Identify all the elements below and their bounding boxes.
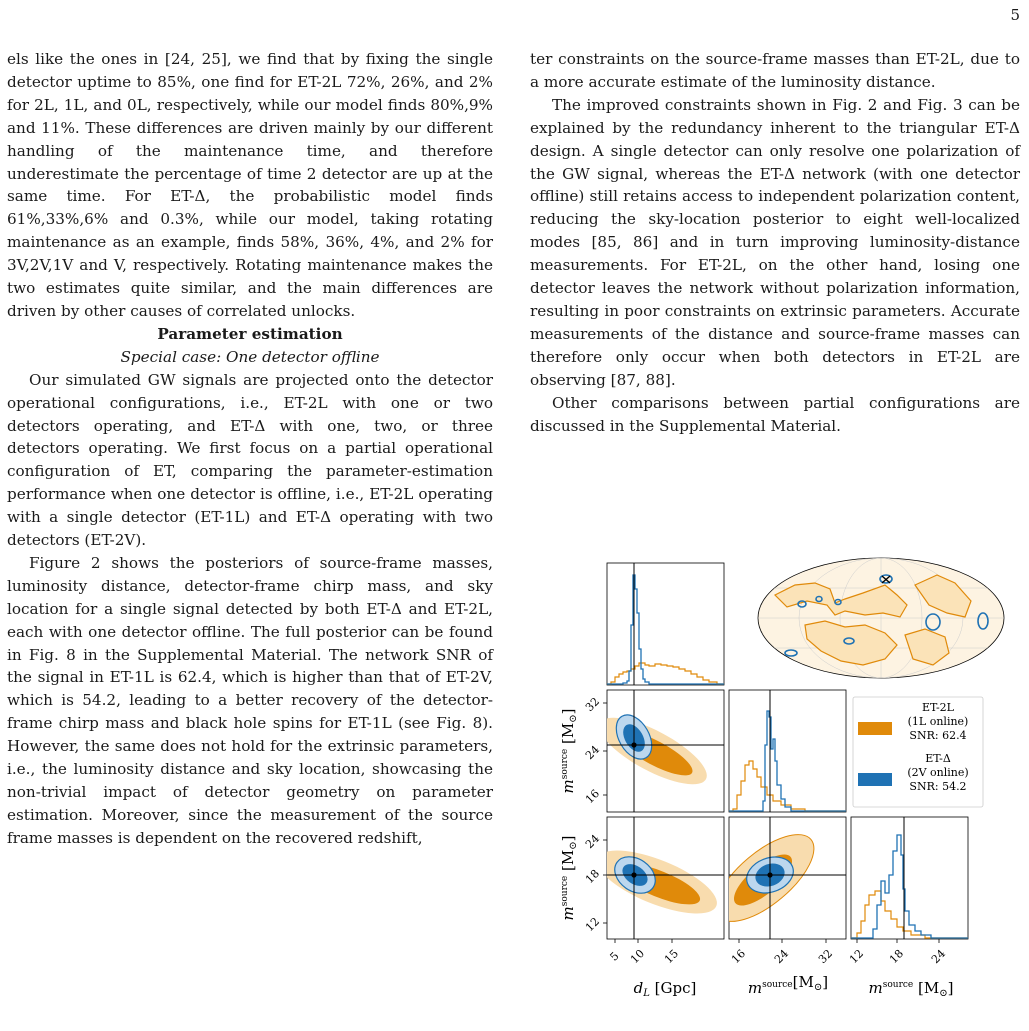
section-title: Parameter estimation [157,324,343,343]
tick-label: 16 [728,946,749,967]
tick-label: 24 [582,742,603,763]
tick-label: 24 [771,946,792,967]
legend-et2l-snr: SNR: 62.4 [909,729,967,742]
legend-swatch-et2l [858,722,892,735]
left-paragraph-2: Our simulated GW signals are projected onto the detector operational configurations, i.e., ET-2L with one or two detectors operating, and ET-Δ with one, two, or three detectors operating. We first focus on a partial operational configuration of ET, comparing the parameter-estimation performance when one detector is offline, i.e., ET-2L operating with a single detector (ET-1L) and ET-Δ operating with two detectors (ET-2V). [7,370,493,550]
tick-label: 12 [582,914,603,935]
right-paragraph-2: The improved constraints shown in Fig. 2 and Fig. 3 can be explained by the redundancy inherent to the triangular ET-Δ design. A single detector can only resolve one polarization of the GW signal, whereas the ET-Δ network (with one detector offline) still retains access to independent polarization content, reducing the sky-location posterior to eight well-localized modes [85, 86] and in turn improving luminosity-distance measurements. For ET-2L, on the other hand, losing one detector leaves the network without polarization information, resulting in poor constraints on extrinsic parameters. Accurate measurements of the distance and source-frame masses can therefore only occur when both detectors in ET-2L are observing [87, 88]. [530,95,1020,389]
x-tick-labels [607,947,948,966]
right-paragraph-1: ter constraints on the source-frame masses than ET-2L, due to a more accurate estimate of the luminosity distance. [530,50,1020,91]
tick-label: 32 [815,946,836,967]
legend-etdelta-name: ET-Δ [925,752,951,765]
y-tick-labels [583,695,602,934]
legend-swatch-etdelta [858,773,892,786]
panel-m1-hist [729,690,846,812]
truth-marker-m1dl [631,742,636,747]
y-label-m1: $m^{source}$ $[M_⊙]$ [559,708,579,794]
legend-et2l-name: ET-2L [922,701,954,714]
m2-m1-contours [702,820,827,937]
left-paragraph-3: Figure 2 shows the posteriors of source-frame masses, luminosity distance, detector-frame chirp mass, and sky location for a single signal detected by both ET-Δ and ET-2L, each with one detector offline. The full posterior can be found in Fig. 8 in the Supplemental Material. The network SNR of the signal in ET-1L is 62.4, which is higher than that of ET-2V, which is 54.2, leading to a better recovery of the detector-frame chirp mass and black hole spins for ET-1L (see Fig. 8). However, the same does not hold for the extrinsic parameters, i.e., the luminosity distance and sky location, showcasing the non-trivial impact of detector geometry on parameter estimation. Moreover, since the measurement of the source frame masses is dependent on the recovered redshift, [7,553,493,847]
corner-plot-svg [545,555,1025,1025]
tick-label: 24 [928,946,949,967]
subsection-title: Special case: One detector offline [120,347,380,366]
tick-label: 10 [627,946,648,967]
etdelta-m1-hist [729,711,846,811]
et2l-dl-hist [607,663,724,684]
legend [853,697,983,807]
et2l-m1-hist [729,761,846,811]
m1-dl-contours [591,705,716,797]
tick-label: 24 [582,831,603,852]
right-paragraph-3: Other comparisons between partial configurations are discussed in the Supplemental Material. [530,393,1020,435]
x-label-m1: $m^{source}$ $[M_⊙]$ [747,973,829,997]
tick-label: 15 [661,946,682,967]
tick-label: 16 [582,786,603,807]
tick-label: 18 [886,946,907,967]
etdelta-dl-hist [607,575,724,684]
tick-label: 5 [607,949,622,964]
x-label-m2: $m^{source}$ $[M_⊙]$ [868,979,954,999]
x-label-dl: $d_L$ [Gpc] [633,979,697,999]
panel-dl-hist [607,563,724,685]
truth-marker-m2m1 [767,872,772,877]
page-number: 5 [1010,6,1020,24]
corner-plot-figure [545,555,1025,1025]
left-paragraph-1: els like the ones in [24, 25], we find that by fixing the single detector uptime to 85%, one find for ET-2L 72%, 26%, and 2% for 2L, 1L, and 0L, respectively, while our model finds 80%,9% and 11%. These differences are driven mainly by our different handling of the maintenance time, and therefore underestimate the percentage of time 2 detector are up at the same time. For ET-Δ, the probabilistic model finds 61%,33%,6% and 0.3%, while our model, taking rotating maintenance as an example, finds 58%, 36%, 4%, and 2% for 3V,2V,1V and V, respectively. Rotating maintenance makes the two estimates quite similar, and the main differences are driven by other causes of correlated unlocks. [7,50,493,320]
tick-label: 12 [846,946,867,967]
tick-label: 32 [582,694,603,715]
m2-dl-contours [589,838,724,927]
legend-et2l-mode: (1L online) [907,715,969,728]
legend-etdelta-snr: SNR: 54.2 [909,780,967,793]
truth-marker-m2dl [631,872,636,877]
tick-label: 18 [582,866,603,887]
left-column [7,48,493,850]
sky-map [758,558,1004,678]
right-column [530,48,1020,437]
etdelta-m2-hist [851,835,968,938]
y-label-m2: $m^{source}$ $[M_⊙]$ [559,835,579,921]
legend-etdelta-mode: (2V online) [907,766,969,779]
